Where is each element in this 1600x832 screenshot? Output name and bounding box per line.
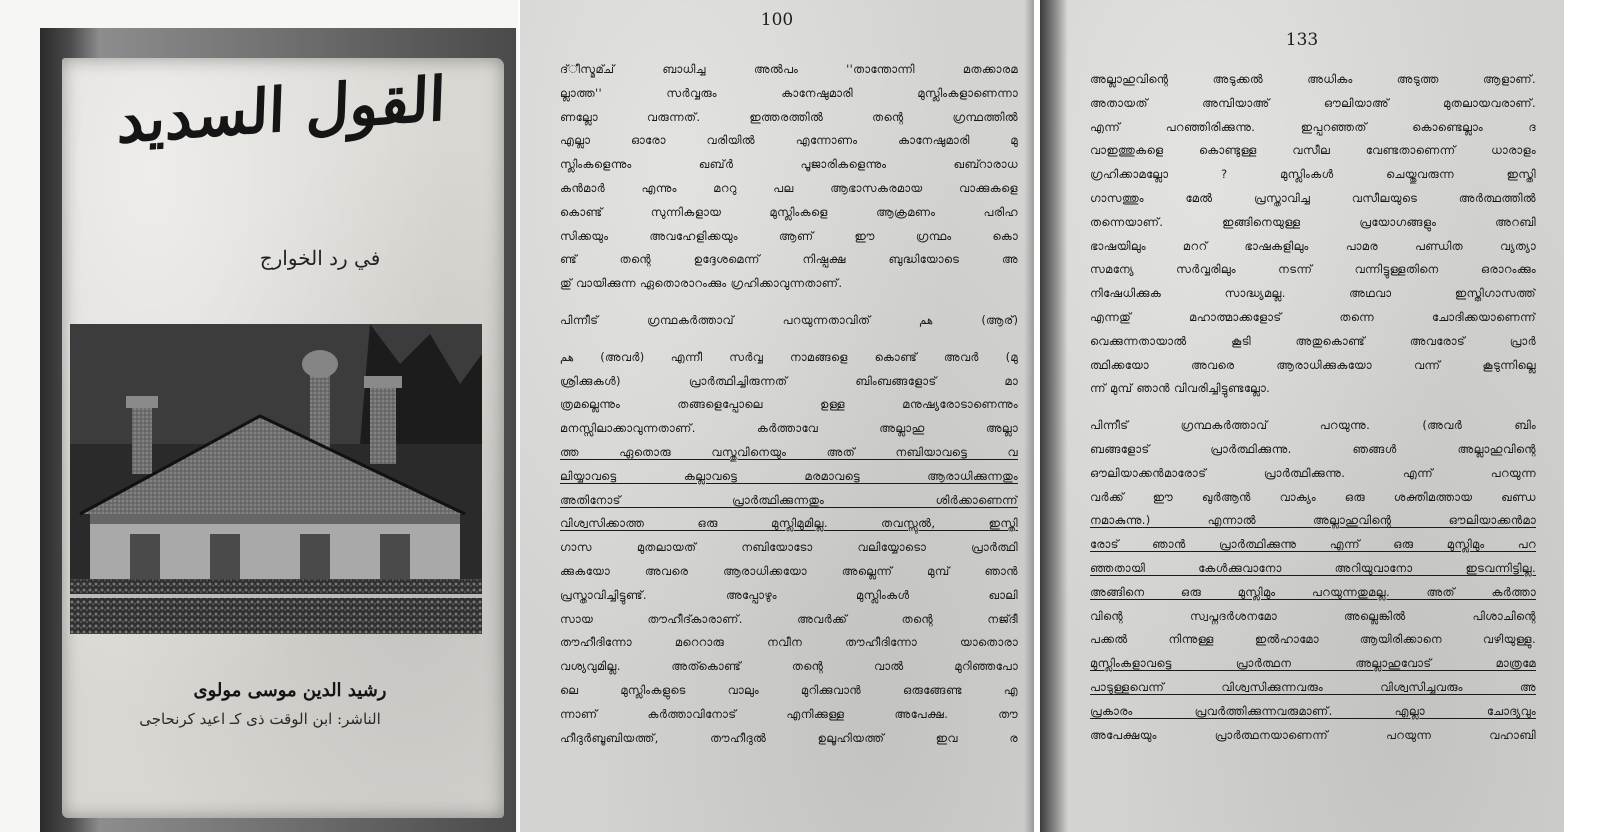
text-line: ത്രമല്ലെന്നും തങ്ങളെപ്പോലെ ഉള്ള മനുഷ്യരോടാണെന്നും [560, 397, 1018, 412]
text-line: എന്നതു് മഹാത്മാക്കളോട് തന്നെ ചോദിക്കയാണെന്ന് [1090, 309, 1536, 324]
text-line: ഔലിയാക്കൻമാരോട് പ്രാർത്ഥിക്കുന്നു. എന്ന് പറയുന്ന [1090, 465, 1536, 480]
text-line: ബങ്ങളോട് പ്രാർത്ഥിക്കുന്നു. ഞങ്ങൾ അല്ലാഹുവിന്റെ [1090, 441, 1536, 456]
house-photo-graphic [70, 324, 482, 634]
text-line: വാഇത്തുകളെ കൊണ്ടുള്ള വസീല വേണ്ടതാണെന്ന് ധാരാളം [1090, 143, 1536, 158]
text-line: വശ്യവുമില്ല. അത്കൊണ്ട് തന്റെ വാൽ മുറിഞ്ഞപോ [560, 659, 1018, 674]
text-line: വിന്റെ സ്വപ്നദർശനമോ അല്ലെങ്കിൽ പിശാചിന്റെ [1090, 608, 1536, 623]
text-line: കൻമാർ എന്നും മററു പല ആഭാസകരമായ വാക്കുകളെ [560, 180, 1018, 195]
text-line: പ്രസ്താവിച്ചിട്ടുണ്ട്. അപ്പോഴും മുസ്ലിംകൾ ഖാലി [560, 587, 1018, 602]
text-line: ണല്ലോ വരുന്നത്. ഇത്തരത്തിൽ തന്റെ ഗ്രന്ഥത്തിൽ [560, 109, 1018, 124]
text-line: ശ്രിക്കുകൾ) പ്രാർത്ഥിച്ചിരുന്നത് ബിംബങ്ങളോട് മാ [560, 373, 1018, 388]
text-line: അല്ലാഹുവിന്റെ അടുക്കൽ അധികം അടുത്ത ആളാണ്. [1090, 72, 1536, 86]
cover-subtitle: في رد الخوارج [259, 246, 381, 270]
text-line-underlined: മുസ്ലിംകളാവട്ടെ പ്രാർത്ഥന അല്ലാഹുവോട് മാത്രമേ [1090, 656, 1536, 671]
text-line: എല്ലാ ഓരോ വരിയിൽ എന്നോണം കാനേഷുമാരി മു [560, 133, 1018, 148]
text-line: ഭാഷയിലും മററ് ഭാഷകളിലും പാമര പണ്ഡിത വ്യത്യാ [1090, 238, 1536, 253]
book-cover-panel [0, 0, 518, 832]
text-line: ഗാസ മുതലായത് നബിയോടോ വലിയ്യോടൊ പ്രാർത്ഥി [560, 540, 1018, 555]
text-line: നിഷേധിക്കുക സാദ്ധ്യമല്ല. അഥവാ ഇസ്തിഗാസത്ത് [1090, 286, 1536, 301]
text-line: ത്ഥിക്കയോ അവരെ ആരാധിക്കുകയോ വന്ന് കൂടുന്നില്ലെ [1090, 357, 1536, 372]
text-line: പിന്നീട് ഗ്രന്ഥകർത്താവ് പറയുന്നു. (അവർ ബിം [1090, 418, 1536, 433]
text-line-underlined: ത്ത ഏതൊരു വസ്തുവിനെയും അത് നബിയാവട്ടെ വ [560, 444, 1018, 459]
text-line: വർക്ക് ഈ ഖുർആൻ വാക്യം ഒരു ശക്തിമത്തായ ഖണ്ഡ [1090, 489, 1536, 504]
text-line-underlined: അതിനോട് പ്രാർത്ഥിക്കുന്നതും ശിർക്കാണെന്ന് [560, 492, 1018, 507]
text-line: ലെ മുസ്ലിംകളുടെ വാലും മുറിക്കുവാൻ ഒരുങ്ങേണ്ട എ [560, 682, 1018, 697]
text-line: പിന്നീട് ഗ്രന്ഥകർത്താവ് പറയുന്നതാവിത് هم (ആര്) [560, 312, 1018, 327]
text-line: ക്കുകയോ അവരെ ആരാധിക്കയോ അല്ലെന്ന് മുമ്പ് ഞാൻ [560, 563, 1018, 578]
page-number: 100 [760, 10, 794, 30]
text-line: കൊണ്ട് സുന്നികളായ മുസ്ലിംകളെ ആക്രമണം പരിഹ [560, 204, 1018, 219]
cover-publisher: الناشر: ابن الوقت ذى كـ اعيد كرنحاجى [139, 710, 381, 728]
text-line-underlined: നമാകുന്നു.) എന്നാൽ അല്ലാഹുവിന്റെ ഔലിയാക്കൻമാ [1090, 513, 1536, 528]
text-line: വെക്കുന്നതായാൽ കൂടി അതുകൊണ്ട് അവരോട് പ്രാർ [1090, 333, 1536, 348]
text-line: ഗ്രഹിക്കാമല്ലോ ? മുസ്ലിംകൾ ചെയ്തുവരുന്ന ഇസ്തി [1090, 167, 1536, 182]
page-133-text [1090, 68, 1536, 747]
text-line-underlined: പാടുള്ളവെന്ന് വിശ്വസിക്കുന്നവരും വിശ്വസിച്ചവരും അ [1090, 679, 1536, 694]
page-133-panel [1040, 0, 1564, 832]
cover-title: القول السديد [116, 64, 447, 158]
text-line: അതായത് അമ്പിയാഅ് ഔലിയാഅ് മുതലായവരാണ്. [1090, 95, 1536, 110]
page-number: 133 [1285, 30, 1319, 50]
text-line: തു് വായിക്കുന്ന ഏതൊരാറംക്കും ഗ്രഹിക്കാവുന്നതാണ്. [560, 276, 843, 291]
text-line-underlined: വിശ്വസിക്കാത്ത ഒരു മുസ്ലിമുമില്ല. തവസ്സുൽ, ഇസ്തി [560, 516, 1018, 531]
book-gutter [1040, 0, 1068, 832]
text-line-underlined: ലിയ്യാവട്ടെ കല്ലാവട്ടെ മരമാവട്ടെ ആരാധിക്കുന്നതും [560, 468, 1018, 483]
text-line: ല്ലാത്ത'' സർവ്വരും കാനേഷുമാരി മുസ്ലിംകളാണെന്നാ [560, 85, 1018, 100]
text-line: ഹീദുർബൂബിയത്ത്, തൗഹീദുൽ ഉലൂഹിയത്ത് ഇവ ര [560, 730, 1018, 745]
text-line: എന്ന് പറഞ്ഞിരിക്കുന്നു. ഇപ്പറഞ്ഞത് കൊണ്ടെല്ലാം ദ [1090, 119, 1536, 134]
text-line: ന്ന് മുമ്പ് ഞാൻ വിവരിച്ചിട്ടുണ്ടല്ലോ. [1090, 381, 1271, 396]
page-100-panel [520, 0, 1034, 832]
text-line: സായ തൗഹീദ്കാരാണ്. അവർക്ക് തന്റെ നജ്ദീ [560, 611, 1018, 626]
text-line-underlined: പ്രകാരം പ്രവർത്തിക്കുന്നവരുമാണ്. എല്ലാ ചോദ്യവും [1090, 703, 1536, 718]
text-line: തന്നെയാണ്. ഇങ്ങിനെയുള്ള പ്രയോഗങ്ങളും അറബി [1090, 214, 1536, 229]
text-line: പക്കൽ നിന്നുള്ള ഇൽഹാമോ ആയിരിക്കാനെ വഴിയുള്ളു. [1090, 632, 1536, 647]
text-line: സമന്യേ സർവ്വരിലും നടന്ന് വന്നിട്ടുള്ളതിനെ ഒരാറംക്കും [1090, 262, 1536, 277]
cover-author: رشيد الدين موسى مولوى [193, 680, 387, 701]
text-line: ണ്ട് തന്റെ ഉദ്ദേശമെന്ന് നിഷ്പക്ഷ ബുദ്ധിയോടെ അ [560, 252, 1018, 267]
text-line: സിക്കയും അവഹേളിക്കയും ആണ് ഈ ഗ്രന്ഥം കൊ [560, 228, 1018, 243]
cover-house-photo [70, 324, 482, 634]
text-line: ദ്ീസ്മമ്ച് ബാധിച്ച അൽപം ''താന്തോന്നി മതക്കാരമ [560, 62, 1018, 76]
text-line: അപേക്ഷയും പ്രാർത്ഥനയാണെന്ന് പറയുന്ന വഹാബി [1090, 727, 1536, 742]
text-line-underlined: രോട് ഞാൻ പ്രാർത്ഥിക്കുന്നു എന്ന് ഒരു മുസ്ലിമും പറ [1090, 537, 1536, 552]
text-line: ന്നാണ് കർത്താവിനോട് എനിക്കുള്ള അപേക്ഷ. തൗ [560, 706, 1018, 721]
text-line: هم (അവർ) എന്നീ സർവ്വ നാമങ്ങളെ കൊണ്ട് അവർ (മു [560, 349, 1018, 364]
page-100-text [560, 58, 1018, 750]
text-line: ഗാസത്തും മേൽ പ്രസ്താവിച്ച വസീലയുടെ അർത്ഥത്തിൽ [1090, 190, 1536, 205]
text-line-underlined: ഞ്ഞതായി കേൾക്കുവാനോ അറിയുവാനോ ഇടവന്നിട്ടില്ല. [1090, 560, 1536, 575]
text-line: സ്ലിംകളെന്നും ഖബ്ർ പൂജാരികളെന്നും ഖബ്റാരാധ [560, 157, 1018, 172]
page-edge-shadow [1024, 0, 1034, 832]
text-line: തൗഹീദിന്നോ മറെറാരു നവീന തൗഹീദിന്നോ യാതൊരാ [560, 635, 1018, 650]
text-line: മനസ്സിലാക്കാവുന്നതാണ്. കർത്താവേ അല്ലാഹു അല്ലാ [560, 421, 1018, 436]
text-line-underlined: അങ്ങിനെ ഒരു മുസ്ലിമും പറയുന്നതുമല്ല. അത് കർത്താ [1090, 584, 1536, 599]
